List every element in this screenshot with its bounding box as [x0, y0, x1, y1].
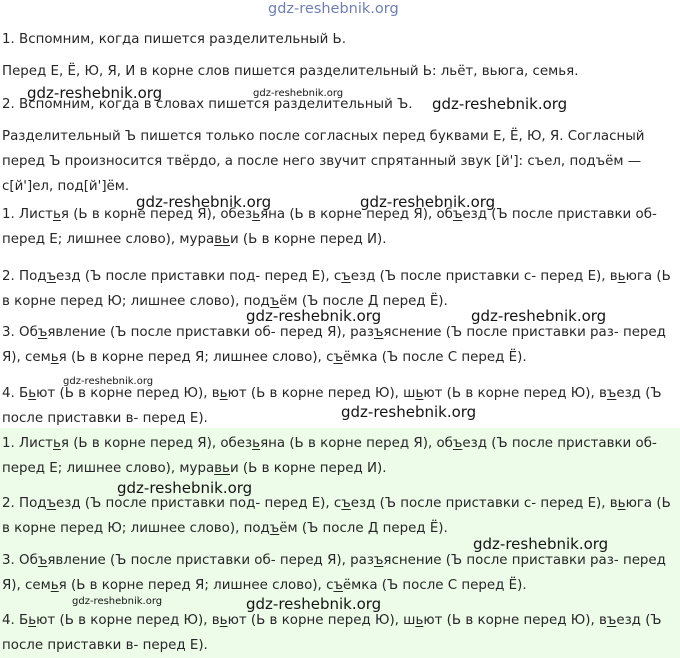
- answer-1-highlighted: [2, 431, 678, 481]
- underlined-letter: ь: [52, 207, 61, 222]
- underlined-letter: ь: [219, 613, 228, 628]
- answer-text: я (Ь в корне перед Я), обез: [60, 207, 253, 222]
- answer-text: и (Ь в корне перед И).: [229, 461, 387, 476]
- answer-text: Б: [19, 386, 29, 401]
- answer-number: 1.: [2, 207, 20, 222]
- underlined-letter: ъ: [46, 496, 57, 511]
- underlined-letter: ь: [28, 386, 37, 401]
- watermark: gdz-reshebnik.org: [136, 193, 272, 211]
- underlined-letter: ъ: [606, 613, 617, 628]
- answer-text: и (Ь в корне перед И).: [229, 232, 387, 247]
- answer-text: ют (Ь в корне перед Ю), в: [36, 386, 220, 401]
- underlined-letter: ь: [50, 350, 59, 365]
- watermark: gdz-reshebnik.org: [341, 403, 477, 421]
- answer-text: ёмка (Ъ после С перед Ё).: [342, 578, 527, 593]
- answer-text: ют (Ь в корне перед Ю), ш: [227, 613, 416, 628]
- answer-number: 1.: [2, 436, 20, 451]
- section1-heading: 1. Вспомним, когда пишется разделительный Ь.: [2, 32, 346, 47]
- underlined-letter: ь: [252, 207, 261, 222]
- watermark: gdz-reshebnik.org: [471, 307, 607, 325]
- answer-text: ём (Ъ после Д перед Ё).: [279, 521, 448, 536]
- answer-text: яна (Ь в корне перед Я), об: [260, 207, 453, 222]
- answer-text: Б: [19, 613, 29, 628]
- underlined-letter: ь: [50, 578, 59, 593]
- answer-number: 3.: [2, 553, 20, 568]
- answer-text: яна (Ь в корне перед Я), об: [260, 436, 453, 451]
- underlined-letter: ь: [252, 436, 261, 451]
- answer-3-highlighted: [2, 548, 678, 598]
- underlined-letter: ъ: [37, 325, 48, 340]
- answer-4-highlighted: [2, 608, 678, 658]
- underlined-letter: вь: [214, 461, 230, 476]
- answer-text: езд (Ъ после приставки с- перед Е), в: [350, 496, 618, 511]
- watermark: gdz-reshebnik.org: [473, 535, 609, 553]
- watermark: gdz-reshebnik.org: [72, 596, 163, 607]
- underlined-letter: ь: [617, 496, 626, 511]
- answer-number: 2.: [2, 269, 20, 284]
- watermark: gdz-reshebnik.org: [27, 84, 163, 102]
- watermark: gdz-reshebnik.org: [117, 479, 253, 497]
- watermark: gdz-reshebnik.org: [432, 95, 568, 113]
- answer-text: я (Ь в корне перед Я; лишнее слово), с: [58, 350, 334, 365]
- answer-text: Под: [19, 496, 47, 511]
- underlined-letter: ъ: [333, 350, 343, 365]
- answer-text: ём (Ъ после Д перед Ё).: [279, 294, 448, 309]
- underlined-letter: ъ: [46, 269, 57, 284]
- underlined-letter: ь: [415, 386, 424, 401]
- answer-text: ёмка (Ъ после С перед Ё).: [342, 350, 527, 365]
- watermark: gdz-reshebnik.org: [246, 595, 382, 613]
- answer-text: юга (Ь в корне перед Ю; лишнее слово), под: [2, 496, 671, 536]
- answer-2: [2, 264, 678, 314]
- answer-text: явление (Ъ после приставки об- перед Я), раз: [47, 325, 374, 340]
- underlined-letter: ь: [415, 613, 424, 628]
- underlined-letter: ь: [52, 436, 61, 451]
- answer-text: езд (Ъ после приставки под- перед Е), с: [56, 269, 342, 284]
- answer-text: Об: [19, 325, 38, 340]
- underlined-letter: ъ: [606, 386, 617, 401]
- answer-text: яснение (Ъ после приставки раз- перед Я), сем: [2, 325, 666, 365]
- answer-text: яснение (Ъ после приставки раз- перед Я), сем: [2, 553, 666, 593]
- answer-text: я (Ь в корне перед Я), обез: [60, 436, 253, 451]
- answer-text: езд (Ъ после приставки в- перед Е).: [2, 386, 662, 426]
- answer-text: явление (Ъ после приставки об- перед Я), раз: [47, 553, 374, 568]
- answer-text: езд (Ъ после приставки с- перед Е), в: [350, 269, 618, 284]
- section2-heading: 2. Вспомним, когда в словах пишется разделительный Ъ.: [2, 97, 413, 112]
- answer-text: езд (Ъ после приставки под- перед Е), с: [56, 496, 342, 511]
- answer-2-highlighted: [2, 491, 678, 541]
- watermark: gdz-reshebnik.org: [246, 307, 382, 325]
- answer-number: 4.: [2, 613, 20, 628]
- answer-text: Лист: [19, 207, 53, 222]
- answer-text: езд (Ъ после приставки об- перед Е; лишнее слово), мура: [2, 207, 657, 247]
- answer-text: ют (Ь в корне перед Ю), в: [36, 613, 220, 628]
- underlined-letter: ъ: [37, 553, 48, 568]
- watermark: gdz-reshebnik.org: [360, 193, 496, 211]
- answer-text: Об: [19, 553, 38, 568]
- answer-text: ют (Ь в корне перед Ю), в: [423, 613, 607, 628]
- answer-number: 4.: [2, 386, 20, 401]
- watermark: gdz-reshebnik.org: [63, 376, 154, 387]
- answer-text: я (Ь в корне перед Я; лишнее слово), с: [58, 578, 334, 593]
- underlined-letter: ъ: [341, 269, 351, 284]
- answer-1: [2, 202, 678, 252]
- answer-4: [2, 381, 678, 431]
- answer-number: 3.: [2, 325, 20, 340]
- answer-text: Под: [19, 269, 47, 284]
- underlined-letter: ъ: [269, 294, 280, 309]
- underlined-letter: ъ: [333, 578, 343, 593]
- underlined-letter: ъ: [452, 436, 463, 451]
- underlined-letter: ъ: [373, 325, 384, 340]
- section1-text: Перед Е, Ё, Ю, Я, И в корне слов пишется разделительный Ь: льёт, вьюга, семья.: [2, 64, 579, 79]
- answer-text: езд (Ъ после приставки об- перед Е; лишнее слово), мура: [2, 436, 657, 476]
- answer-3: [2, 320, 678, 370]
- section2-text: Разделительный Ъ пишется только после согласных перед буквами Е, Ё, Ю, Я. Согласный перед Ъ произносится твёрдо, а после него звучит спрятанный звук [й']: съел, подъём — с[й']ел, под[й']ём.: [2, 129, 645, 194]
- watermark: gdz-reshebnik.org: [253, 88, 344, 99]
- answer-text: ют (Ь в корне перед Ю), в: [423, 386, 607, 401]
- underlined-letter: ь: [617, 269, 626, 284]
- underlined-letter: вь: [214, 232, 230, 247]
- answer-number: 2.: [2, 496, 20, 511]
- answer-text: ют (Ь в корне перед Ю), ш: [227, 386, 416, 401]
- watermark: gdz-reshebnik.org: [268, 1, 399, 17]
- answer-text: Лист: [19, 436, 53, 451]
- answer-text: юга (Ь в корне перед Ю; лишнее слово), под: [2, 269, 671, 309]
- underlined-letter: ь: [28, 613, 37, 628]
- underlined-letter: ъ: [452, 207, 463, 222]
- underlined-letter: ъ: [269, 521, 280, 536]
- underlined-letter: ъ: [373, 553, 384, 568]
- answer-text: езд (Ъ после приставки в- перед Е).: [2, 613, 662, 653]
- underlined-letter: ь: [219, 386, 228, 401]
- underlined-letter: ъ: [341, 496, 351, 511]
